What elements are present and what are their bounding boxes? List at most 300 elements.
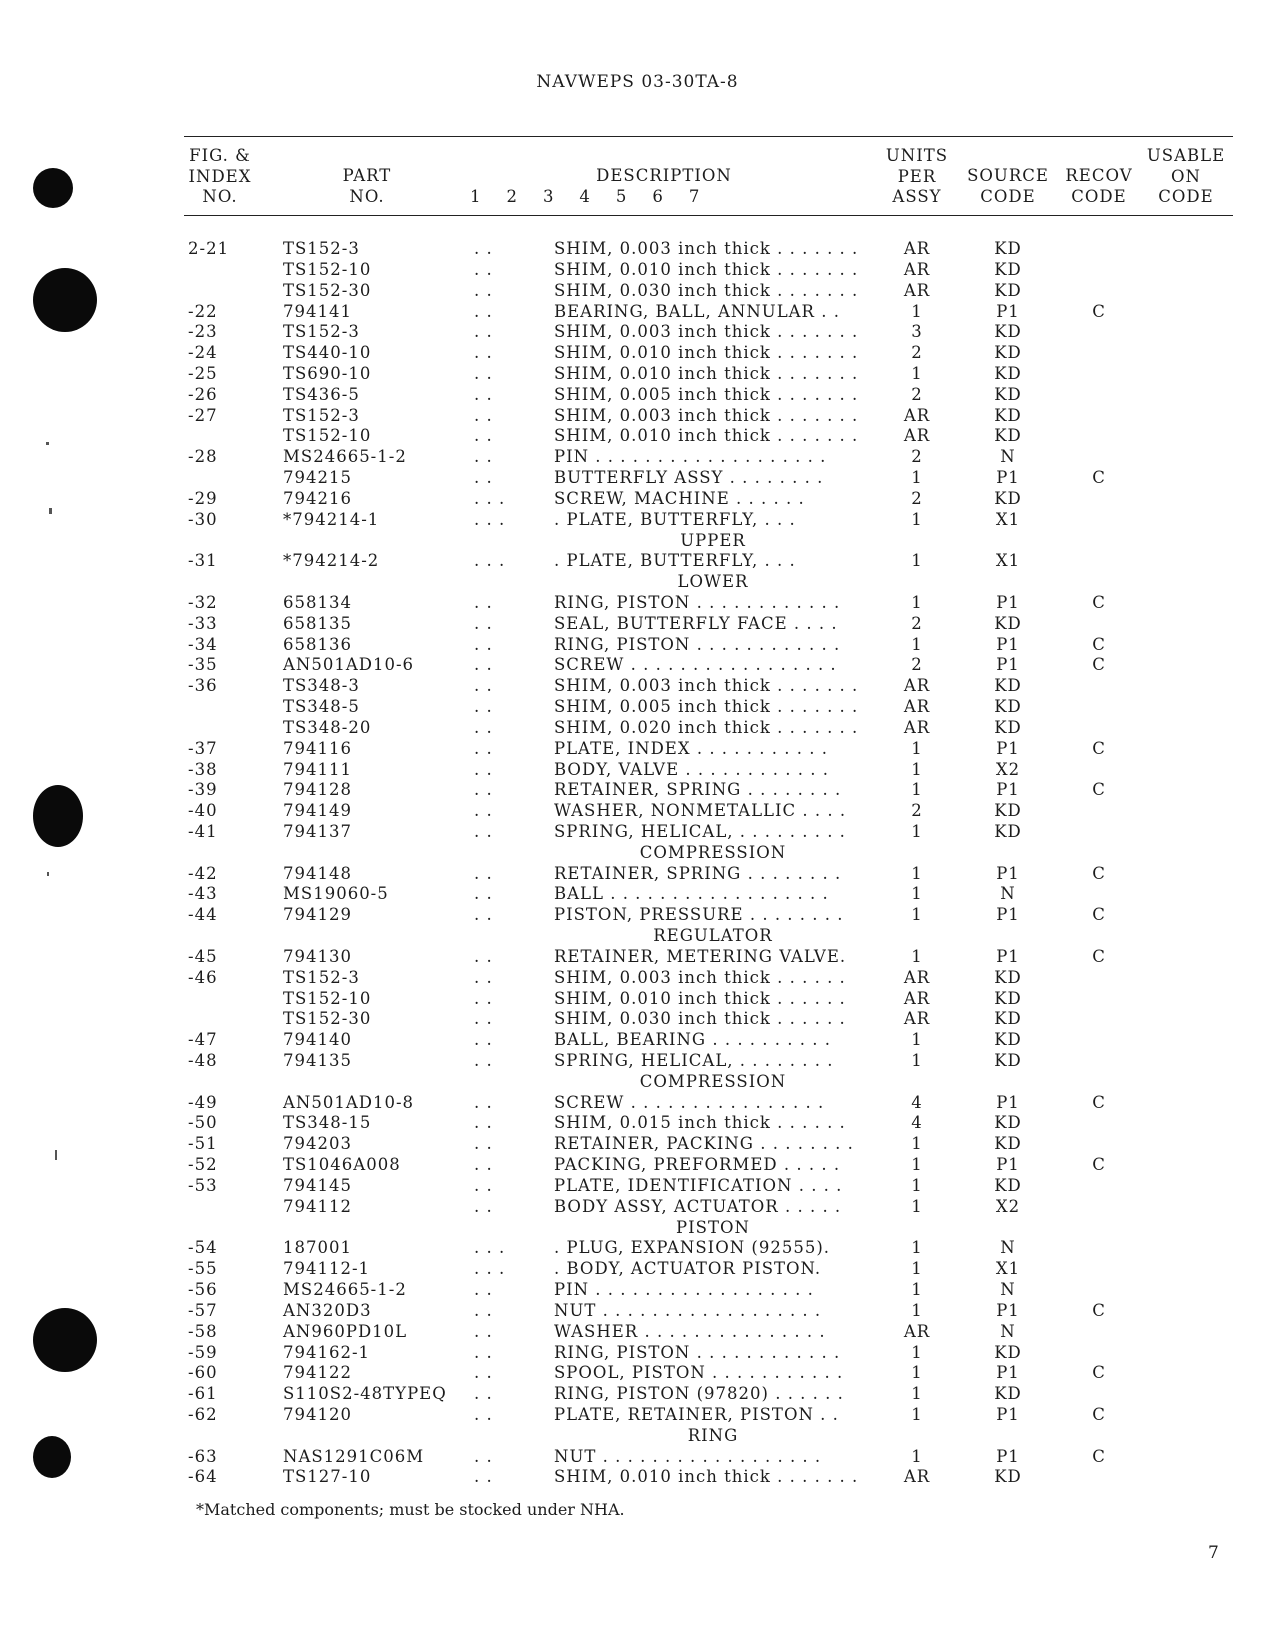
- table-row: [0, 1405, 1275, 1425]
- recov-code-cell: C: [1092, 1092, 1106, 1112]
- part-number-cell: 187001: [283, 1238, 352, 1258]
- description-cell: WASHER, NONMETALLIC . . . .: [554, 801, 847, 821]
- fig-index-cell: -61: [188, 1384, 218, 1404]
- part-number-cell: 794203: [283, 1134, 352, 1154]
- source-code-cell: P1: [996, 592, 1020, 612]
- part-number-cell: 794149: [283, 801, 352, 821]
- description-cell: BUTTERFLY ASSY . . . . . . . .: [554, 468, 824, 487]
- part-number-cell: TS690-10: [283, 363, 372, 383]
- fig-index-cell: -23: [188, 322, 218, 342]
- description-cell: SHIM, 0.003 inch thick . . . . . . .: [554, 405, 859, 425]
- indent-dots-cell: . .: [474, 738, 493, 758]
- units-per-assy-cell: 1: [911, 1175, 923, 1195]
- description-cell: UPPER: [680, 530, 746, 550]
- description-cell: PACKING, PREFORMED . . . . .: [554, 1155, 841, 1175]
- part-number-cell: TS152-3: [283, 967, 360, 987]
- indent-dots-cell: . .: [474, 634, 493, 654]
- units-per-assy-cell: 1: [911, 1404, 923, 1424]
- description-cell: BEARING, BALL, ANNULAR . .: [554, 301, 840, 321]
- header-rule-top: [184, 136, 1233, 137]
- indent-dots-cell: . .: [474, 301, 493, 321]
- table-row: [0, 905, 1275, 925]
- units-per-assy-cell: 1: [911, 822, 923, 841]
- description-cell: RETAINER, METERING VALVE.: [554, 946, 847, 966]
- indent-dots-cell: . .: [474, 1363, 493, 1383]
- fig-index-cell: -55: [188, 1259, 218, 1279]
- table-row: [0, 1197, 1275, 1217]
- table-row: [0, 1322, 1275, 1342]
- units-per-assy-cell: AR: [903, 259, 931, 279]
- recov-code-cell: C: [1092, 655, 1106, 675]
- table-row: [0, 364, 1275, 384]
- fig-index-cell: -41: [188, 822, 218, 841]
- table-row: [0, 676, 1275, 696]
- table-row: [0, 1280, 1275, 1300]
- indent-dots-cell: . .: [474, 1113, 493, 1133]
- source-code-cell: N: [1000, 447, 1016, 467]
- source-code-cell: KD: [994, 613, 1022, 633]
- description-cell: SHIM, 0.005 inch thick . . . . . . .: [554, 384, 859, 404]
- units-per-assy-cell: 1: [911, 1259, 923, 1279]
- table-row-continuation: [0, 1426, 1275, 1446]
- units-per-assy-cell: AR: [903, 405, 931, 425]
- source-code-cell: KD: [994, 1134, 1022, 1154]
- source-code-cell: KD: [994, 343, 1022, 363]
- units-per-assy-cell: AR: [903, 967, 931, 987]
- table-row: [0, 947, 1275, 967]
- fig-index-cell: -26: [188, 384, 218, 404]
- fig-index-cell: -46: [188, 967, 218, 987]
- description-cell: RING, PISTON (97820) . . . . . .: [554, 1384, 844, 1404]
- part-number-cell: S110S2-48TYPEQ: [283, 1384, 447, 1404]
- fig-index-cell: -43: [188, 884, 218, 904]
- description-cell: . PLUG, EXPANSION (92555).: [554, 1238, 831, 1258]
- source-code-cell: KD: [994, 822, 1022, 841]
- units-per-assy-cell: 1: [911, 509, 923, 529]
- description-cell: RETAINER, SPRING . . . . . . . .: [554, 780, 842, 800]
- table-row: [0, 510, 1275, 530]
- source-code-cell: KD: [994, 1113, 1022, 1133]
- fig-index-cell: -51: [188, 1134, 218, 1154]
- source-code-cell: KD: [994, 280, 1022, 300]
- fig-index-cell: -42: [188, 863, 218, 883]
- description-cell: SPRING, HELICAL, . . . . . . . .: [554, 1051, 834, 1070]
- table-row-continuation: [0, 572, 1275, 592]
- source-code-cell: KD: [994, 717, 1022, 737]
- fig-index-cell: -30: [188, 509, 218, 529]
- recov-code-cell: C: [1092, 1155, 1106, 1175]
- part-number-cell: NAS1291C06M: [283, 1446, 425, 1466]
- table-row: [0, 281, 1275, 301]
- units-per-assy-cell: 1: [911, 1280, 923, 1299]
- part-number-cell: 794130: [283, 946, 352, 966]
- table-row: [0, 635, 1275, 655]
- units-per-assy-cell: AR: [903, 1467, 931, 1487]
- part-number-cell: 794215: [283, 468, 352, 487]
- part-number-cell: 794129: [283, 905, 352, 925]
- table-row: [0, 302, 1275, 322]
- indent-dots-cell: . .: [474, 1342, 493, 1362]
- indent-dots-cell: . . .: [474, 1238, 506, 1258]
- source-code-cell: KD: [994, 676, 1022, 696]
- fig-index-cell: -53: [188, 1175, 218, 1195]
- units-per-assy-cell: 1: [911, 1238, 923, 1258]
- description-cell: RETAINER, PACKING . . . . . . . .: [554, 1134, 854, 1154]
- fig-index-cell: 2-21: [188, 239, 230, 258]
- description-cell: WASHER . . . . . . . . . . . . . . .: [554, 1321, 826, 1341]
- part-number-cell: 794112: [283, 1196, 352, 1216]
- source-code-cell: KD: [994, 1009, 1022, 1029]
- part-number-cell: 658136: [283, 634, 352, 654]
- table-row: [0, 1176, 1275, 1196]
- units-per-assy-cell: 1: [911, 738, 923, 758]
- source-code-cell: X1: [995, 1259, 1021, 1279]
- units-per-assy-cell: 1: [911, 592, 923, 612]
- units-per-assy-cell: 1: [911, 1363, 923, 1383]
- units-per-assy-cell: AR: [903, 1009, 931, 1029]
- part-number-cell: TS152-3: [283, 239, 360, 258]
- fig-index-cell: -36: [188, 676, 218, 696]
- indent-dots-cell: . .: [474, 363, 493, 383]
- indent-dots-cell: . .: [474, 1196, 493, 1216]
- description-cell: RING, PISTON . . . . . . . . . . . .: [554, 592, 841, 612]
- indent-dots-cell: . .: [474, 613, 493, 633]
- indent-dots-cell: . . .: [474, 509, 506, 529]
- recov-code-cell: C: [1092, 1363, 1106, 1383]
- description-cell: NUT . . . . . . . . . . . . . . . . . .: [554, 1300, 822, 1320]
- source-code-cell: KD: [994, 363, 1022, 383]
- source-code-cell: P1: [996, 1092, 1020, 1112]
- part-number-cell: 794111: [283, 759, 352, 779]
- fig-index-cell: -27: [188, 405, 218, 425]
- table-row: [0, 1030, 1275, 1050]
- recov-code-cell: C: [1092, 946, 1106, 966]
- part-number-cell: TS348-15: [283, 1113, 372, 1133]
- fig-index-cell: -49: [188, 1092, 218, 1112]
- column-header-source-code: SOURCE CODE: [967, 166, 1049, 206]
- units-per-assy-cell: 1: [911, 884, 923, 904]
- indent-dots-cell: . .: [474, 1175, 493, 1195]
- table-row: [0, 1134, 1275, 1154]
- indent-dots-cell: . .: [474, 1092, 493, 1112]
- units-per-assy-cell: 2: [911, 655, 923, 675]
- description-cell: SHIM, 0.010 inch thick . . . . . . .: [554, 426, 859, 446]
- units-per-assy-cell: 2: [911, 384, 923, 404]
- indent-dots-cell: . .: [474, 592, 493, 612]
- fig-index-cell: -52: [188, 1155, 218, 1175]
- column-header-indent-levels: 1 2 3 4 5 6 7: [470, 187, 701, 206]
- table-row: [0, 1009, 1275, 1029]
- description-cell: BALL, BEARING . . . . . . . . . .: [554, 1030, 831, 1050]
- part-number-cell: 658135: [283, 613, 352, 633]
- indent-dots-cell: . .: [474, 405, 493, 425]
- source-code-cell: P1: [996, 780, 1020, 800]
- recov-code-cell: C: [1092, 780, 1106, 800]
- table-row: [0, 864, 1275, 884]
- units-per-assy-cell: AR: [903, 280, 931, 300]
- description-cell: SCREW . . . . . . . . . . . . . . . . .: [554, 655, 837, 675]
- part-number-cell: 794112-1: [283, 1259, 371, 1279]
- table-row: [0, 1093, 1275, 1113]
- description-cell: SCREW, MACHINE . . . . . .: [554, 488, 805, 508]
- indent-dots-cell: . .: [474, 655, 493, 675]
- part-number-cell: *794214-2: [283, 551, 380, 571]
- table-row: [0, 489, 1275, 509]
- column-header-fig-index: FIG. & INDEX NO.: [188, 146, 252, 206]
- table-row: [0, 468, 1275, 488]
- units-per-assy-cell: AR: [903, 1321, 931, 1341]
- units-per-assy-cell: 1: [911, 1300, 923, 1320]
- table-row-continuation: [0, 926, 1275, 946]
- description-cell: RING: [687, 1425, 739, 1445]
- part-number-cell: 794162-1: [283, 1342, 371, 1362]
- indent-dots-cell: . .: [474, 1300, 493, 1320]
- description-cell: SEAL, BUTTERFLY FACE . . . .: [554, 613, 838, 633]
- description-cell: SHIM, 0.003 inch thick . . . . . . .: [554, 239, 859, 258]
- source-code-cell: KD: [994, 259, 1022, 279]
- indent-dots-cell: . .: [474, 447, 493, 467]
- fig-index-cell: -33: [188, 613, 218, 633]
- fig-index-cell: -35: [188, 655, 218, 675]
- fig-index-cell: -47: [188, 1030, 218, 1050]
- part-number-cell: 794116: [283, 738, 352, 758]
- source-code-cell: KD: [994, 322, 1022, 342]
- recov-code-cell: C: [1092, 1300, 1106, 1320]
- table-row: [0, 697, 1275, 717]
- source-code-cell: KD: [994, 988, 1022, 1008]
- fig-index-cell: -50: [188, 1113, 218, 1133]
- table-row: [0, 968, 1275, 988]
- source-code-cell: KD: [994, 1384, 1022, 1404]
- part-number-cell: 794145: [283, 1175, 352, 1195]
- table-row: [0, 1467, 1275, 1487]
- column-header-recov-code: RECOV CODE: [1065, 166, 1133, 206]
- source-code-cell: KD: [994, 384, 1022, 404]
- table-row: [0, 1051, 1275, 1071]
- part-number-cell: TS440-10: [283, 343, 372, 363]
- recov-code-cell: C: [1092, 468, 1106, 487]
- units-per-assy-cell: 1: [911, 1446, 923, 1466]
- source-code-cell: P1: [996, 946, 1020, 966]
- part-number-cell: 794120: [283, 1404, 352, 1424]
- units-per-assy-cell: 1: [911, 634, 923, 654]
- table-row: [0, 322, 1275, 342]
- units-per-assy-cell: 3: [911, 322, 923, 342]
- table-row-continuation: [0, 1218, 1275, 1238]
- table-row: [0, 614, 1275, 634]
- page-number: 7: [1208, 1543, 1219, 1563]
- indent-dots-cell: . .: [474, 1051, 493, 1070]
- recov-code-cell: C: [1092, 301, 1106, 321]
- description-cell: SHIM, 0.030 inch thick . . . . . .: [554, 1009, 846, 1029]
- indent-dots-cell: . .: [474, 1155, 493, 1175]
- recov-code-cell: C: [1092, 1446, 1106, 1466]
- part-number-cell: 794148: [283, 863, 352, 883]
- source-code-cell: N: [1000, 1321, 1016, 1341]
- fig-index-cell: -39: [188, 780, 218, 800]
- description-cell: SHIM, 0.003 inch thick . . . . . .: [554, 967, 846, 987]
- units-per-assy-cell: 1: [911, 1384, 923, 1404]
- part-number-cell: TS348-5: [283, 697, 360, 716]
- description-cell: SCREW . . . . . . . . . . . . . . . .: [554, 1092, 825, 1112]
- column-header-description: DESCRIPTION: [596, 166, 732, 185]
- source-code-cell: N: [1000, 1238, 1016, 1258]
- description-cell: NUT . . . . . . . . . . . . . . . . . .: [554, 1446, 822, 1466]
- units-per-assy-cell: 1: [911, 1134, 923, 1154]
- source-code-cell: P1: [996, 1155, 1020, 1175]
- indent-dots-cell: . . .: [474, 551, 506, 571]
- source-code-cell: P1: [996, 468, 1020, 487]
- fig-index-cell: -29: [188, 488, 218, 508]
- indent-dots-cell: . .: [474, 1280, 493, 1299]
- units-per-assy-cell: AR: [903, 717, 931, 737]
- part-number-cell: TS152-3: [283, 322, 360, 342]
- part-number-cell: 794137: [283, 822, 352, 841]
- units-per-assy-cell: 2: [911, 488, 923, 508]
- fig-index-cell: -34: [188, 634, 218, 654]
- recov-code-cell: C: [1092, 905, 1106, 925]
- description-cell: LOWER: [677, 572, 749, 592]
- source-code-cell: KD: [994, 801, 1022, 821]
- description-cell: SHIM, 0.010 inch thick . . . . . .: [554, 988, 846, 1008]
- source-code-cell: P1: [996, 634, 1020, 654]
- part-number-cell: MS19060-5: [283, 884, 389, 904]
- part-number-cell: AN501AD10-6: [283, 655, 415, 675]
- indent-dots-cell: . .: [474, 1384, 493, 1404]
- fig-index-cell: -25: [188, 363, 218, 383]
- table-row-continuation: [0, 531, 1275, 551]
- description-cell: PIN . . . . . . . . . . . . . . . . . .: [554, 1280, 814, 1299]
- description-cell: BALL . . . . . . . . . . . . . . . . . .: [554, 884, 829, 904]
- source-code-cell: KD: [994, 426, 1022, 446]
- part-number-cell: 794135: [283, 1051, 352, 1070]
- units-per-assy-cell: 1: [911, 863, 923, 883]
- table-row: [0, 343, 1275, 363]
- recov-code-cell: C: [1092, 863, 1106, 883]
- units-per-assy-cell: 1: [911, 759, 923, 779]
- units-per-assy-cell: 2: [911, 801, 923, 821]
- table-row: [0, 239, 1275, 259]
- part-number-cell: 658134: [283, 592, 352, 612]
- indent-dots-cell: . .: [474, 676, 493, 696]
- source-code-cell: KD: [994, 1030, 1022, 1050]
- table-row: [0, 780, 1275, 800]
- table-row: [0, 1301, 1275, 1321]
- indent-dots-cell: . .: [474, 946, 493, 966]
- table-row: [0, 551, 1275, 571]
- recov-code-cell: C: [1092, 634, 1106, 654]
- indent-dots-cell: . .: [474, 343, 493, 363]
- fig-index-cell: -58: [188, 1321, 218, 1341]
- fig-index-cell: -44: [188, 905, 218, 925]
- indent-dots-cell: . .: [474, 259, 493, 279]
- table-row: [0, 739, 1275, 759]
- units-per-assy-cell: 1: [911, 1155, 923, 1175]
- indent-dots-cell: . .: [474, 280, 493, 300]
- part-number-cell: 794216: [283, 488, 352, 508]
- description-cell: PLATE, INDEX . . . . . . . . . . .: [554, 738, 828, 758]
- units-per-assy-cell: 1: [911, 551, 923, 571]
- source-code-cell: KD: [994, 488, 1022, 508]
- source-code-cell: KD: [994, 239, 1022, 258]
- part-number-cell: TS152-10: [283, 259, 372, 279]
- table-row: [0, 1113, 1275, 1133]
- fig-index-cell: -60: [188, 1363, 218, 1383]
- document-header: NAVWEPS 03-30TA-8: [536, 72, 739, 92]
- table-row: [0, 1384, 1275, 1404]
- part-number-cell: TS152-3: [283, 405, 360, 425]
- indent-dots-cell: . .: [474, 1030, 493, 1050]
- indent-dots-cell: . .: [474, 1446, 493, 1466]
- indent-dots-cell: . .: [474, 967, 493, 987]
- table-row: [0, 718, 1275, 738]
- description-cell: SHIM, 0.003 inch thick . . . . . . .: [554, 676, 859, 696]
- description-cell: BODY ASSY, ACTUATOR . . . . .: [554, 1196, 842, 1216]
- column-header-units-per-assy: UNITS PER ASSY: [885, 146, 949, 206]
- part-number-cell: TS1046A008: [283, 1155, 401, 1175]
- indent-dots-cell: . .: [474, 822, 493, 841]
- fig-index-cell: -45: [188, 946, 218, 966]
- source-code-cell: X1: [995, 509, 1021, 529]
- fig-index-cell: -40: [188, 801, 218, 821]
- indent-dots-cell: . .: [474, 801, 493, 821]
- description-cell: . PLATE, BUTTERFLY, . . .: [554, 509, 796, 529]
- description-cell: SHIM, 0.030 inch thick . . . . . . .: [554, 280, 859, 300]
- units-per-assy-cell: 1: [911, 946, 923, 966]
- part-number-cell: TS152-30: [283, 1009, 372, 1029]
- recov-code-cell: C: [1092, 592, 1106, 612]
- description-cell: RING, PISTON . . . . . . . . . . . .: [554, 634, 841, 654]
- description-cell: SHIM, 0.003 inch thick . . . . . . .: [554, 322, 859, 342]
- fig-index-cell: -38: [188, 759, 218, 779]
- description-cell: REGULATOR: [653, 926, 773, 946]
- fig-index-cell: -64: [188, 1467, 218, 1487]
- units-per-assy-cell: 1: [911, 1030, 923, 1050]
- source-code-cell: N: [1000, 884, 1016, 904]
- part-number-cell: AN960PD10L: [283, 1321, 408, 1341]
- units-per-assy-cell: 1: [911, 780, 923, 800]
- fig-index-cell: -54: [188, 1238, 218, 1258]
- description-cell: COMPRESSION: [639, 1071, 787, 1091]
- table-row: [0, 1447, 1275, 1467]
- fig-index-cell: -31: [188, 551, 218, 571]
- column-header-part-no: PART NO.: [342, 166, 392, 206]
- punch-hole-top: [33, 168, 73, 208]
- footnote: *Matched components; must be stocked under NHA.: [196, 1500, 625, 1519]
- source-code-cell: P1: [996, 301, 1020, 321]
- units-per-assy-cell: 1: [911, 363, 923, 383]
- description-cell: PLATE, IDENTIFICATION . . . .: [554, 1175, 843, 1195]
- part-number-cell: *794214-1: [283, 509, 380, 529]
- description-cell: PISTON, PRESSURE . . . . . . . .: [554, 905, 844, 925]
- part-number-cell: TS348-3: [283, 676, 360, 696]
- description-cell: SHIM, 0.020 inch thick . . . . . . .: [554, 717, 859, 737]
- indent-dots-cell: . .: [474, 322, 493, 342]
- table-row: [0, 447, 1275, 467]
- source-code-cell: X1: [995, 551, 1021, 571]
- indent-dots-cell: . .: [474, 239, 493, 258]
- description-cell: PIN . . . . . . . . . . . . . . . . . . .: [554, 447, 827, 467]
- description-cell: RETAINER, SPRING . . . . . . . .: [554, 863, 842, 883]
- part-number-cell: TS348-20: [283, 717, 372, 737]
- part-number-cell: MS24665-1-2: [283, 1280, 407, 1299]
- indent-dots-cell: . .: [474, 1134, 493, 1154]
- units-per-assy-cell: 2: [911, 613, 923, 633]
- table-row: [0, 1259, 1275, 1279]
- table-row: [0, 1238, 1275, 1258]
- source-code-cell: KD: [994, 1051, 1022, 1070]
- description-cell: PISTON: [676, 1217, 750, 1237]
